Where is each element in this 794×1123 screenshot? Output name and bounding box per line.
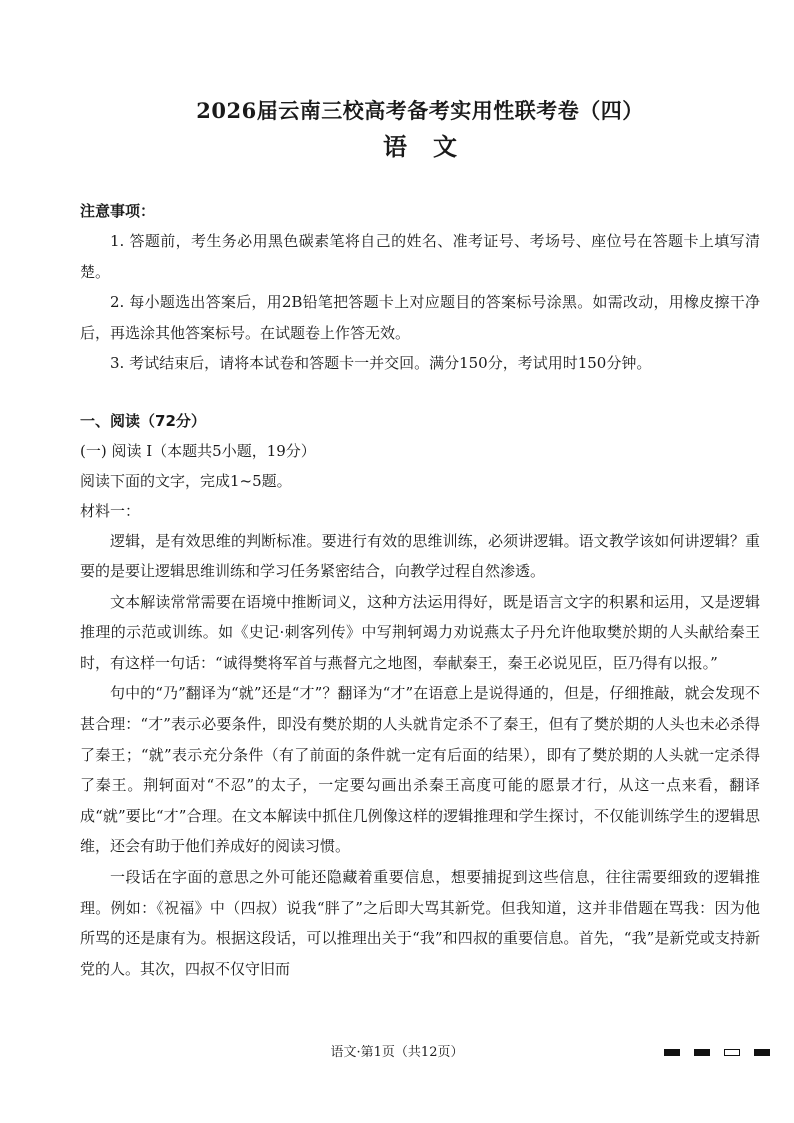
notice-item-1: 1. 答题前，考生务必用黑色碳素笔将自己的姓名、准考证号、考场号、座位号在答题卡上填写清楚。 <box>80 232 760 281</box>
notice-item-2: 2. 每小题选出答案后，用2B铅笔把答题卡上对应题目的答案标号涂黑。如需改动，用橡皮擦干净后，再选涂其他答案标号。在试题卷上作答无效。 <box>80 293 760 342</box>
section-heading: 一、阅读（72分） <box>80 411 206 430</box>
scan-mark-hollow <box>724 1049 740 1056</box>
material-paragraph-2: 文本解读常常需要在语境中推断词义，这种方法运用得好，既是语言文字的积累和运用，又是逻辑推理的示范或训练。如《史记·刺客列传》中写荆轲竭力劝说燕太子丹允许他取樊於期的人头献给秦王时，有这样一句话：“诚得樊将军首与燕督亢之地图，奉献秦王，秦王必说见臣，臣乃得有以报。” <box>80 592 760 672</box>
notices-heading: 注意事项： <box>80 202 156 220</box>
scan-mark-filled <box>754 1049 770 1056</box>
notice-item-3: 3. 考试结束后，请将本试卷和答题卡一并交回。满分150分，考试用时150分钟。 <box>110 354 652 372</box>
exam-title: 2026届云南三校高考备考实用性联考卷（四） <box>196 98 644 123</box>
material-paragraph-1: 逻辑，是有效思维的判断标准。要进行有效的思维训练，必须讲逻辑。语文教学该如何讲逻辑？重要的是要让逻辑思维训练和学习任务紧密结合，向教学过程自然渗透。 <box>80 531 760 581</box>
scan-mark-filled <box>694 1049 710 1056</box>
page-footer: 语文·第1页（共12页） <box>330 1045 464 1060</box>
scan-mark-filled <box>664 1049 680 1056</box>
material-paragraph-4: 一段话在字面的意思之外可能还隐藏着重要信息，想要捕捉到这些信息，往往需要细致的逻辑推理。例如：《祝福》中（四叔）说我“胖了”之后即大骂其新党。但我知道，这并非借题在骂我：因为他所骂的还是康有为。根据这段话，可以推理出关于“我”和四叔的重要信息。首先，“我”是新党或支持新党的人。其次，四叔不仅守旧而 <box>80 868 760 978</box>
scan-marks <box>664 1049 770 1056</box>
notices-block <box>80 200 760 379</box>
material-label: 材料一： <box>80 501 141 520</box>
material-paragraph-3: 句中的“乃”翻译为“就”还是“才”？翻译为“才”在语意上是说得通的，但是，仔细推敲，就会发现不甚合理：“才”表示必要条件，即没有樊於期的人头就肯定杀不了秦王，但有了樊於期的人头也未必杀得了秦王；“就”表示充分条件（有了前面的条件就一定有后面的结果），即有了樊於期的人头就一定杀得了秦王。荆轲面对“不忍”的太子，一定要勾画出杀秦王高度可能的愿景才行，从这一点来看，翻译成“就”要比“才”合理。在文本解读中抓住几例像这样的逻辑推理和学生探讨，不仅能训练学生的逻辑思维，还会有助于他们养成好的阅读习惯。 <box>80 684 760 856</box>
exam-page <box>80 96 760 984</box>
section-instruction: 阅读下面的文字，完成1~5题。 <box>80 471 292 490</box>
reading-section <box>80 406 760 985</box>
section-subheading: (一) 阅读 I（本题共5小题，19分） <box>80 441 316 460</box>
subject-title: 语文 <box>383 132 483 161</box>
